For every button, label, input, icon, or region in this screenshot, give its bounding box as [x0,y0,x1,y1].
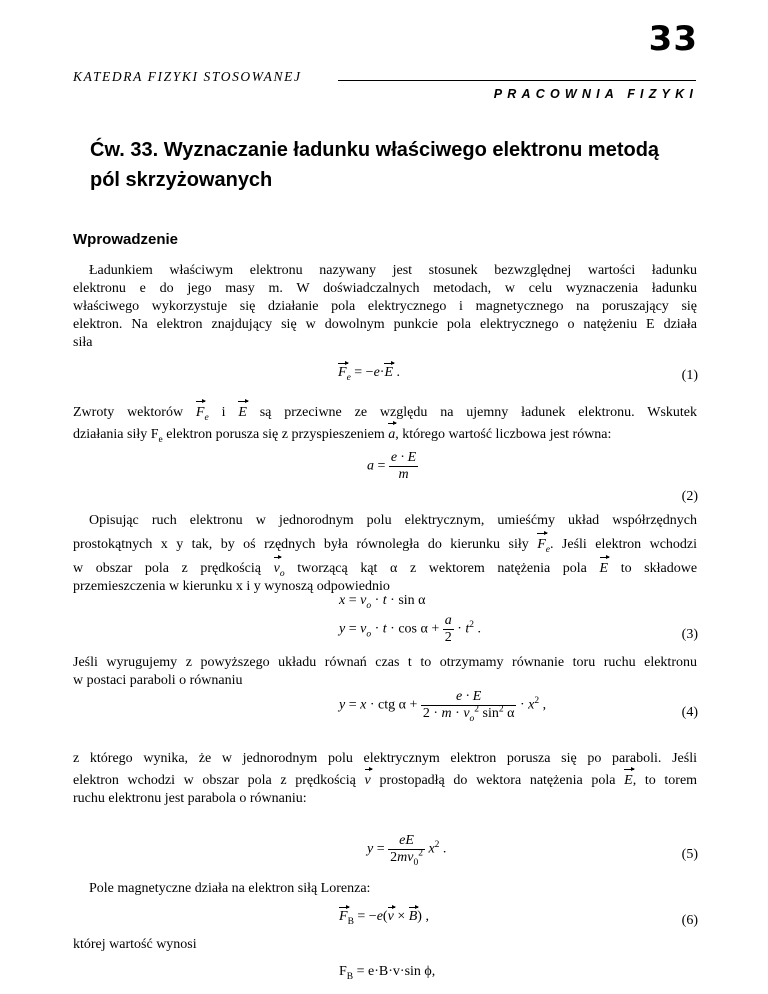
equation-6: $F_B = -e(v \times B)$ , [339,909,429,927]
text-fragment: . Jeśli elektron wchodzi [549,537,698,552]
text-fragment: w obszar pola z prędkością [73,561,262,576]
text-line: właściwego wykorzystuje się działanie pola elektrycznego i magnetycznego na poruszający się [73,299,697,314]
equation-3-number: (3) [681,627,698,642]
text-fragment: Zwroty wektorów [73,405,184,420]
header-rule [338,80,696,81]
paragraph-lorentz [73,880,697,898]
equation-4: y = x · ctg α + $\frac{e \cdot E}{2 \cdot m \cdot v_o^2 \sin^2 \alpha}$ · $x^2$ , [339,689,547,724]
fb-subscript: B [346,971,354,982]
text-line: siła [73,335,93,350]
paragraph-magnitude [73,936,697,954]
equation-1: $F_e = -e\cdot E$ . [338,365,401,383]
text-line: Opisując ruch elektronu w jednorodnym polu elektrycznym, umieśćmy układ współrzędnych [89,513,697,528]
fb-symbol: F [339,964,347,979]
equation-1-number: (1) [681,368,698,383]
paragraph-motion: Opisując ruch elektronu w jednorodnym polu elektrycznym, umieśćmy układ współrzędnych prostokątnych x y tak, by oś rzędnych była równoległa do kierunku siły $F_e$. Jeśli elektron wchodzi w obszar pola z prędkością $v_o$ tworzącą kąt α z wektorem natężenia pola E to składowe przemieszczenia w kierunku x i y wynoszą odpowiednio [73,513,698,594]
equation-2: a = $\frac{e \cdot E}{m}$ [367,450,417,482]
text-fragment: prostopadłą do wektora natężenia pola [379,773,616,788]
equation-5-number: (5) [681,847,698,862]
text-fragment: elektron wchodzi w obszar pola z prędkością [73,773,356,788]
text-line: Ładunkiem właściwym elektronu nazywany jest stosunek bezwzględnej wartości ładunku [89,263,697,278]
text-line: elektronu e do jego masy m. W doświadczalnych metodach, w celu wyznaczenia ładunku [73,281,697,296]
paragraph-parabola [73,654,697,690]
equation-3b: $y = v_o \cdot t \cdot \cos \alpha$ + $\frac{a}{2}$ · $t^2$ . [339,613,482,645]
equation-4-number: (4) [681,705,698,720]
text-fragment: to składowe [620,561,698,576]
text-line: w postaci paraboli o równaniu [73,673,243,688]
text-fragment: i [221,405,226,420]
text-line: elektron. Na elektron znajdujący się w dowolnym punkcie pola elektrycznego o natężeniu E działa [73,317,697,332]
text-line: ruchu elektronu jest parabola o równaniu: [73,791,307,806]
text-line: przemieszczenia w kierunku x i y wynoszą odpowiednio [73,579,390,594]
section-heading: Wprowadzenie [73,231,179,248]
equation-6-number: (6) [681,913,698,928]
text-line: Pole magnetyczne działa na elektron siłą Lorenza: [89,881,371,896]
paragraph-vectors: Zwroty wektorów $F_e$ i E są przeciwne ze względu na ujemny ładunek elektronu. Wskutek działania siły $F_e$ elektron porusza się z przyspieszeniem a, którego wartość liczbowa jest równa: [73,405,698,445]
text-line: której wartość wynosi [73,937,197,952]
paragraph-intro [73,262,697,352]
text-fragment: prostokątnych x y tak, by oś rzędnych była równoległa do kierunku siły [73,537,529,552]
title-line-2: pól skrzyżowanych [90,169,273,191]
text-line: z którego wynika, że w jednorodnym polu elektrycznym elektron porusza się po paraboli. Jeśli [73,751,697,766]
equation-fb-magnitude [339,964,435,980]
equation-5: y = $\frac{eE}{2mv_0^2}$ $x^2$ . [367,833,447,868]
department-name: KATEDRA FIZYKI STOSOWANEJ [73,69,302,84]
equation-3a: $x = v_o \cdot t \cdot \sin \alpha$ [339,593,426,611]
paragraph-perpendicular: z którego wynika, że w jednorodnym polu elektrycznym elektron porusza się po paraboli. Jeśli elektron wchodzi w obszar pola z prędkością v prostopadłą do wektora natężenia pola E, to torem ruchu elektronu jest parabola o równaniu: [73,751,698,806]
text-fragment: działania siły F [73,427,159,442]
title-line-1: Ćw. 33. Wyznaczanie ładunku właściwego elektronu metodą [90,139,660,161]
text-line: Jeśli wyrugujemy z powyższego układu równań czas t to otrzymamy równanie toru ruchu elektronu [73,655,697,670]
fb-expression: = e·B·v·sin ϕ, [353,964,436,979]
text-fragment: elektron porusza się z przyspieszeniem [166,427,385,442]
lab-name: PRACOWNIA FIZYKI [493,87,698,101]
text-fragment: tworzącą kąt α z wektorem natężenia pola [297,561,587,576]
text-fragment: , którego wartość liczbowa jest równa: [395,427,612,442]
chapter-number: 33 [648,19,698,59]
text-fragment: , to torem [632,773,698,788]
equation-2-number: (2) [681,489,698,504]
text-fragment: są przeciwne ze względu na ujemny ładunek elektronu. Wskutek [259,405,698,420]
